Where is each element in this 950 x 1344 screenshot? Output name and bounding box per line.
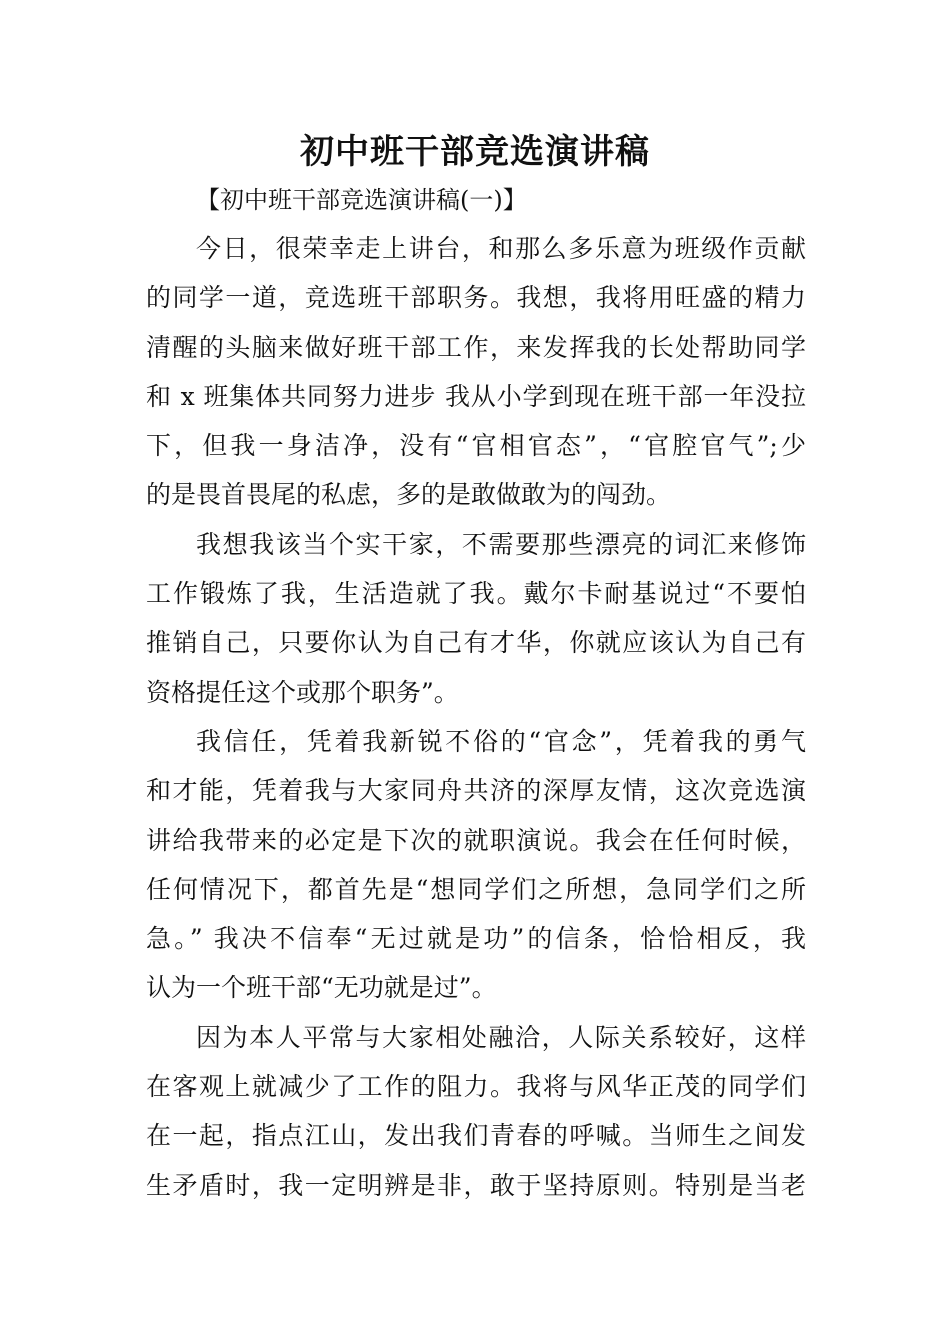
text-line: 资格提任这个或那个职务”。 xyxy=(146,677,459,707)
text-line: 今日，很荣幸走上讲台，和那么多乐意为班级作贡献 xyxy=(196,234,806,263)
paragraph-3 xyxy=(146,717,806,1013)
text-line: 生矛盾时，我一定明辨是非，敢于坚持原则。特别是当老 xyxy=(146,1170,806,1200)
text-line: 急。” 我决不信奉“无过就是功”的信条，恰恰相反，我 xyxy=(146,924,806,954)
section-heading: 【初中班干部竞选演讲稿(一)】 xyxy=(196,186,527,214)
text-line: 在一起，指点江山，发出我们青春的呼喊。当师生之间发 xyxy=(146,1121,806,1151)
text-line: 和才能，凭着我与大家同舟共济的深厚友情，这次竞选演 xyxy=(146,776,806,806)
text-line: 的是畏首畏尾的私虑，多的是敢做敢为的闯劲。 xyxy=(146,480,672,510)
text-line: 和 x 班集体共同努力进步 我从小学到现在班干部一年没拉 xyxy=(146,381,806,411)
text-line: 清醒的头脑来做好班干部工作，来发挥我的长处帮助同学 xyxy=(146,332,806,362)
text-line: 因为本人平常与大家相处融洽，人际关系较好，这样 xyxy=(196,1022,806,1052)
text-line: 任何情况下，都首先是“想同学们之所想，急同学们之所 xyxy=(146,874,806,904)
text-line: 下，但我一身洁净，没有“官相官态”，“官腔官气”;少 xyxy=(146,431,806,461)
text-line: 工作锻炼了我，生活造就了我。戴尔卡耐基说过“不要怕 xyxy=(146,579,806,609)
paragraph-2 xyxy=(146,520,806,717)
text-line: 的同学一道，竞选班干部职务。我想，我将用旺盛的精力 xyxy=(146,283,806,313)
text-line: 我想我该当个实干家，不需要那些漂亮的词汇来修饰 xyxy=(196,529,806,559)
text-line: 讲给我带来的必定是下次的就职演说。我会在任何时候， xyxy=(146,825,806,855)
text-line: 认为一个班干部“无功就是过”。 xyxy=(146,973,497,1003)
document-body xyxy=(146,224,806,1210)
text-line: 在客观上就减少了工作的阻力。我将与风华正茂的同学们 xyxy=(146,1072,806,1102)
paragraph-4 xyxy=(146,1013,806,1210)
document-title: 初中班干部竞选演讲稿 xyxy=(300,132,650,172)
paragraph-1 xyxy=(146,224,806,520)
text-line: 我信任，凭着我新锐不俗的“官念”，凭着我的勇气 xyxy=(196,726,806,756)
text-line: 推销自己，只要你认为自己有才华，你就应该认为自己有 xyxy=(146,628,806,658)
